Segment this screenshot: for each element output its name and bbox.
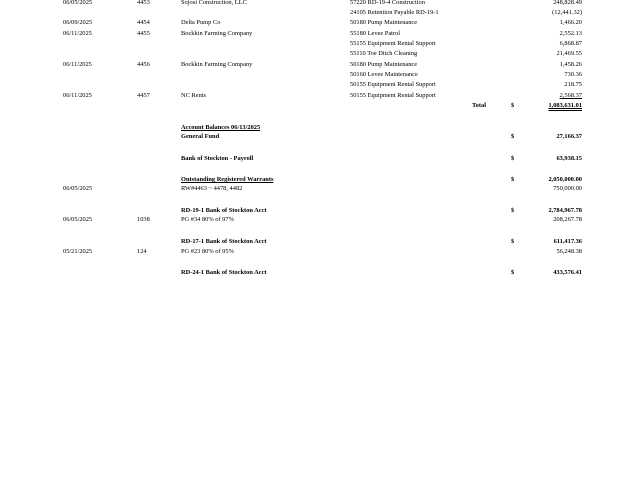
row-account: 55110 Toe Ditch Cleaning: [350, 50, 418, 57]
balance-label: RD-24-1 Bank of Stockton Acct: [181, 269, 267, 276]
row-account: 50160 Levee Maintenance: [350, 71, 418, 78]
row-amount: 1,458.26: [559, 61, 582, 68]
row-vendor: Sojosi Construction, LLC: [181, 0, 247, 6]
detail-text: PG #23 80% of 95%: [181, 248, 234, 255]
balance-row: [0, 154, 640, 163]
row-check-number: 4456: [137, 61, 150, 68]
row-vendor: NC Rents: [181, 92, 207, 99]
row-amount: 2,568.37: [559, 92, 582, 99]
table-row: [0, 60, 640, 69]
balance-row: [0, 268, 640, 277]
balances-header-row: [0, 123, 640, 132]
balance-amount: 433,576.41: [553, 269, 582, 276]
balance-row: [0, 175, 640, 184]
row-amount: 1,466.20: [559, 19, 582, 26]
row-check-number: 4455: [137, 30, 150, 37]
row-check-number: 4457: [137, 92, 150, 99]
detail-amount: 208,267.78: [553, 216, 582, 223]
balance-amount: 63,938.15: [556, 155, 582, 162]
row-account: 55155 Equipment Rental Support: [350, 40, 436, 47]
row-vendor: Bockkin Farming Company: [181, 61, 253, 68]
row-amount: 248,828.49: [553, 0, 582, 6]
balance-label: Bank of Stockton - Payroll: [181, 155, 254, 162]
balance-label: RD-17-1 Bank of Stockton Acct: [181, 238, 267, 245]
total-dollar-sign: $: [511, 102, 515, 109]
row-account: 24105 Retention Payable RD-19-1: [350, 9, 439, 16]
balance-amount: 611,417.36: [553, 238, 582, 245]
row-vendor: Delta Pump Co: [181, 19, 221, 26]
detail-number: 1038: [137, 216, 150, 223]
balance-dollar-sign: $: [511, 176, 515, 183]
balance-label: General Fund: [181, 133, 220, 140]
balance-row: [0, 206, 640, 215]
row-account: 50155 Equipment Rental Support: [350, 92, 436, 99]
table-row: [0, 70, 640, 79]
balance-detail-row: [0, 215, 640, 224]
row-amount: (12,441.32): [552, 9, 582, 16]
row-date: 06/09/2025: [63, 19, 93, 26]
detail-amount: 750,000.00: [553, 185, 582, 192]
row-amount: 730.36: [564, 71, 582, 78]
row-date: 06/11/2025: [63, 61, 92, 68]
row-date: 06/05/2025: [63, 0, 93, 6]
balance-dollar-sign: $: [511, 207, 515, 214]
detail-date: 06/05/2025: [63, 216, 93, 223]
row-account: 50180 Pump Maintenance: [350, 61, 418, 68]
balance-label: RD-19-1 Bank of Stockton Acct: [181, 207, 267, 214]
row-account: 50180 Pump Maintenance: [350, 19, 418, 26]
table-row: [0, 49, 640, 58]
detail-text: PG #34 80% of 97%: [181, 216, 234, 223]
detail-amount: 56,248.38: [556, 248, 582, 255]
balances-header: Account Balances 06/13/2025: [181, 124, 261, 131]
balance-dollar-sign: $: [511, 269, 515, 276]
row-date: 06/11/2025: [63, 92, 92, 99]
table-row: [0, 91, 640, 100]
detail-date: 06/05/2025: [63, 185, 93, 192]
balance-amount: 2,784,967.78: [548, 207, 582, 214]
detail-date: 05/21/2025: [63, 248, 93, 255]
balance-row: [0, 237, 640, 246]
balance-detail-row: [0, 247, 640, 256]
total-amount: 1,083,631.01: [548, 102, 582, 109]
table-row: [0, 80, 640, 89]
total-label: Total: [472, 102, 486, 109]
balance-amount: 27,166.37: [556, 133, 582, 140]
balance-dollar-sign: $: [511, 155, 515, 162]
balance-row: [0, 132, 640, 141]
table-row: [0, 29, 640, 38]
balance-amount: 2,050,000.00: [548, 176, 582, 183]
table-row: [0, 39, 640, 48]
row-check-number: 4454: [137, 19, 150, 26]
balance-detail-row: [0, 184, 640, 193]
table-row: [0, 8, 640, 17]
detail-number: 124: [137, 248, 147, 255]
row-date: 06/11/2025: [63, 30, 92, 37]
row-check-number: 4453: [137, 0, 150, 6]
row-vendor: Bockkin Farming Company: [181, 30, 253, 37]
row-amount: 2,552.13: [559, 30, 582, 37]
row-account: 50155 Equipment Rental Support: [350, 81, 436, 88]
balance-dollar-sign: $: [511, 133, 515, 140]
row-account: 57220 RD-19-4 Construction: [350, 0, 425, 6]
row-amount: 6,868.87: [559, 40, 582, 47]
table-row: [0, 0, 640, 7]
balance-label: Outstanding Registered Warrants: [181, 176, 274, 183]
detail-text: RW#4463 ~ 4478, 4482: [181, 185, 243, 192]
row-amount: 218.75: [564, 81, 582, 88]
total-row: [0, 101, 640, 110]
row-amount: 21,469.55: [556, 50, 582, 57]
row-account: 55180 Levee Patrol: [350, 30, 401, 37]
balance-dollar-sign: $: [511, 238, 515, 245]
table-row: [0, 18, 640, 27]
